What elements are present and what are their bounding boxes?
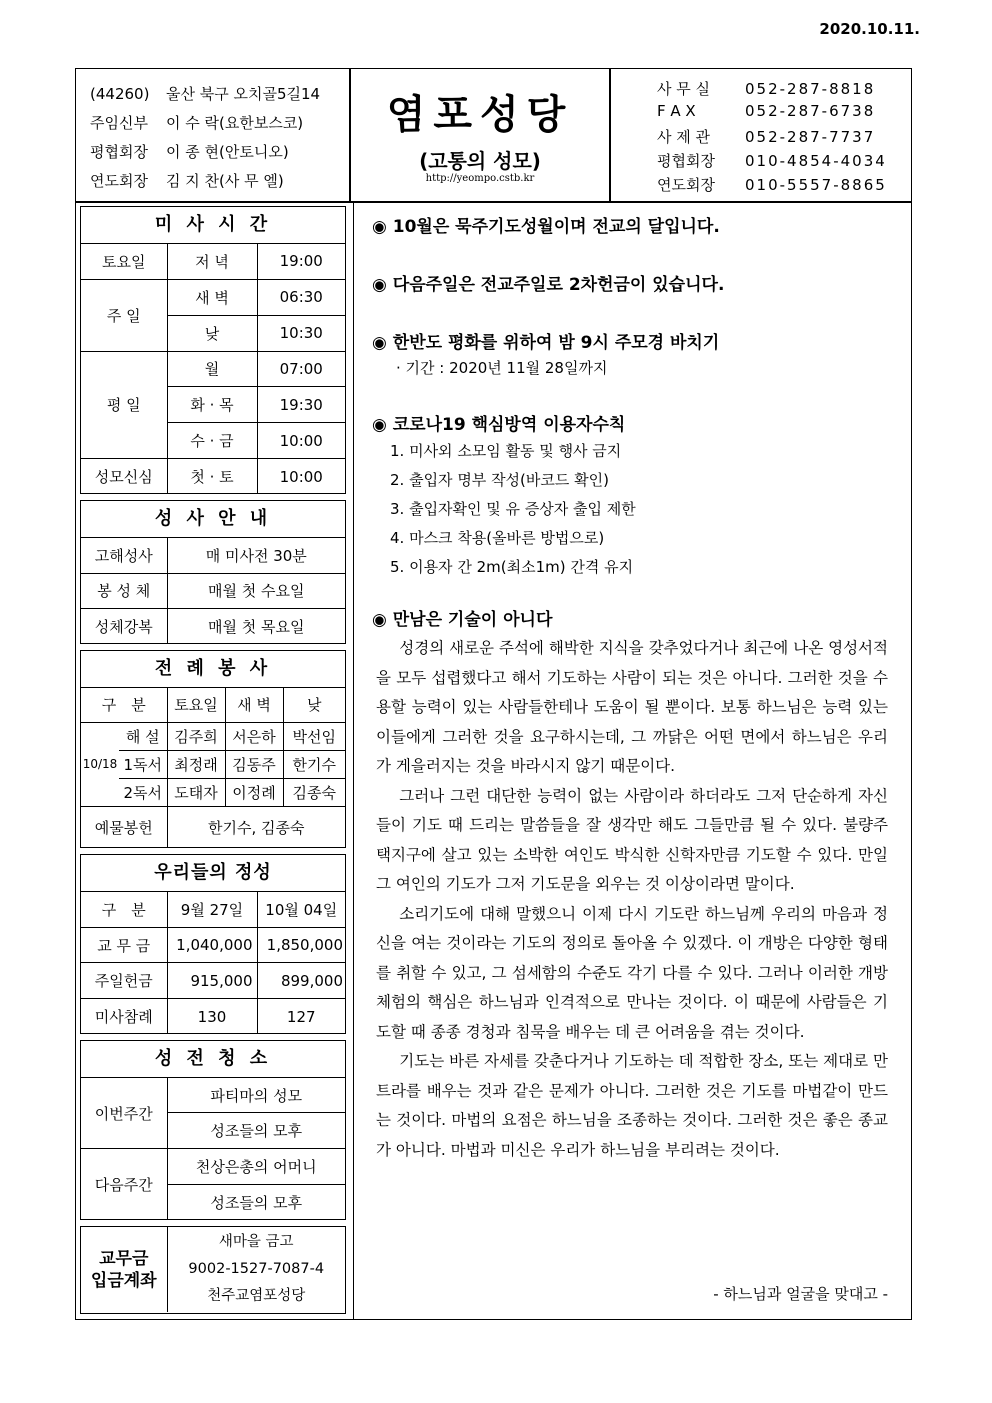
article-body (376, 634, 888, 1165)
contact-row (657, 78, 875, 99)
church-title-box (350, 68, 610, 202)
offering-label: 예물봉헌 (81, 806, 167, 848)
issue-date: 2020.10.11. (819, 20, 920, 38)
contact-label: 연도회장 (657, 176, 715, 194)
finance-value: 1,040,000 (167, 927, 257, 963)
notice-rosary (372, 212, 720, 237)
mass-times-section (80, 206, 346, 494)
liturgy-title: 전 례 봉 사 (81, 651, 345, 688)
notice-peace-prayer (372, 328, 719, 353)
finance-value: 127 (257, 999, 345, 1034)
cleaning-group: 파티마의 성모 (167, 1078, 345, 1113)
yeondo-label: 연도회장 (90, 172, 148, 190)
sacrament-label: 고해성사 (81, 538, 167, 573)
contact-label: F A X (657, 102, 696, 120)
liturgy-person: 김종숙 (283, 778, 345, 806)
council-row (90, 141, 289, 162)
offering-value: 한기수, 김종숙 (167, 806, 345, 848)
finance-section (80, 854, 346, 1034)
mass-when: 새 벽 (167, 279, 257, 315)
contact-number: 052-287-8818 (745, 80, 876, 98)
yeondo-name: 김 지 찬(사 무 엘) (166, 172, 284, 190)
contact-number: 052-287-7737 (745, 128, 876, 146)
sunday-label: 주 일 (81, 279, 167, 351)
pastor-row (90, 112, 303, 133)
finance-label: 교 무 금 (81, 927, 167, 963)
postal-code: (44260) (90, 85, 150, 103)
bank-name: 새마을 금고 (218, 1234, 294, 1250)
sacrament-table (81, 538, 345, 644)
account-label-line: 입금계좌 (90, 1270, 157, 1291)
article-paragraph: 성경의 새로운 주석에 해박한 지식을 갖추었다거나 최근에 나온 영성서적을 모두 섭렵했다고 해서 기도하는 사람이 되는 것은 아니다. 그러한 것을 수용할 능력이 있는 사람들한테나 도움이 될 뿐이다. 보통 하느님은 능력 있는 이들에게 그러한 것을 요구하시는데, 그 까닭은 어떤 면에서 하느님은 우리가 게을러지는 것을 바라시지 않기 때문이다. (376, 639, 888, 775)
cleaning-title: 성 전 청 소 (81, 1041, 345, 1078)
sacrament-value: 매월 첫 목요일 (167, 609, 345, 644)
mass-when: 첫 · 토 (167, 459, 257, 494)
church-subtitle: (고통의 성모) (419, 149, 541, 173)
notice-mission-sunday (372, 270, 724, 295)
peace-period: · 기간 : 2020년 11월 28일까지 (396, 359, 608, 377)
liturgy-person: 박선임 (283, 722, 345, 750)
council-label: 평협회장 (90, 143, 148, 161)
mass-time: 19:30 (257, 387, 345, 423)
finance-header: 9월 27일 (167, 892, 257, 927)
contact-number: 010-5557-8865 (745, 176, 887, 194)
liturgy-person: 도태자 (167, 778, 225, 806)
address: 울산 북구 오치골5길14 (166, 85, 321, 103)
notice-text: 한반도 평화를 위하여 밤 9시 주모경 바치기 (392, 333, 720, 353)
mass-when: 저 녁 (167, 244, 257, 279)
finance-value: 1,850,000 (257, 927, 345, 963)
council-name: 이 종 현(안토니오) (166, 143, 289, 161)
liturgy-role: 1독서 (119, 750, 167, 778)
covid-item: 1. 미사외 소모임 활동 및 행사 금지 (390, 442, 622, 460)
mass-when: 월 (167, 351, 257, 387)
liturgy-date: 10/18 (81, 722, 119, 806)
liturgy-person: 한기수 (283, 750, 345, 778)
weekday-label: 평 일 (81, 351, 167, 459)
cleaning-table (81, 1078, 345, 1220)
account-table (81, 1227, 345, 1312)
article-paragraph: 기도는 바른 자세를 갖춘다거나 기도하는 데 적합한 장소, 또는 제대로 만트라를 배우는 것과 같은 문제가 아니다. 그러한 것은 기도를 마법같이 만드는 것이다. 마법의 요점은 하느님을 조종하는 것이다. 그러한 것은 좋은 종교가 아니다. 마법과 미신은 우리가 하느님을 부리려는 것이다. (376, 1052, 888, 1159)
contact-label: 평협회장 (657, 152, 715, 170)
liturgy-header: 새 벽 (225, 688, 283, 722)
marian-label: 성모신심 (81, 459, 167, 494)
account-details (167, 1227, 345, 1312)
liturgy-header: 구 분 (81, 688, 167, 722)
bullet-icon: ◉ (372, 217, 387, 237)
covid-item: 2. 출입자 명부 작성(바코드 확인) (390, 471, 609, 489)
pastor-label: 주임신부 (90, 114, 148, 132)
cleaning-group: 천상은총의 어머니 (167, 1149, 345, 1185)
mass-time: 10:00 (257, 423, 345, 459)
contact-row (657, 126, 875, 147)
contact-row (657, 174, 887, 195)
covid-item: 4. 마스크 착용(올바른 방법으로) (390, 529, 605, 547)
header-info-box (75, 68, 350, 202)
covid-item: 3. 출입자확인 및 유 증상자 출입 제한 (390, 500, 636, 518)
notice-text: 10월은 묵주기도성월이며 전교의 달입니다. (392, 217, 720, 237)
mass-when: 낮 (167, 315, 257, 351)
sacrament-value: 매 미사전 30분 (167, 538, 345, 573)
finance-table (81, 892, 345, 1034)
finance-header: 10월 04일 (257, 892, 345, 927)
contact-label: 사 무 실 (657, 80, 711, 98)
sacrament-label: 성체강복 (81, 609, 167, 644)
this-week-label: 이번주간 (81, 1078, 167, 1149)
liturgy-section (80, 650, 346, 848)
mass-time: 07:00 (257, 351, 345, 387)
liturgy-person: 김동주 (225, 750, 283, 778)
cleaning-group: 성조들의 모후 (167, 1113, 345, 1149)
cleaning-group: 성조들의 모후 (167, 1185, 345, 1220)
finance-value: 130 (167, 999, 257, 1034)
account-section (80, 1226, 346, 1314)
liturgy-header: 토요일 (167, 688, 225, 722)
mass-times-title: 미 사 시 간 (81, 207, 345, 244)
liturgy-table (81, 688, 345, 848)
account-number: 9002-1527-7087-4 (188, 1261, 325, 1277)
article-title: ◉ 만남은 기술이 아니다 (372, 610, 553, 630)
church-url[interactable]: http://yeompo.cstb.kr (425, 173, 535, 184)
notice-text: 다음주일은 전교주일로 2차헌금이 있습니다. (392, 275, 725, 295)
mass-times-table (81, 244, 345, 494)
mass-time: 10:00 (257, 459, 345, 494)
sacrament-value: 매월 첫 수요일 (167, 573, 345, 609)
mass-when: 수 · 금 (167, 423, 257, 459)
covid-title: ◉ 코로나19 핵심방역 이용자수칙 (372, 415, 626, 435)
mass-time: 10:30 (257, 315, 345, 351)
sacrament-label: 봉 성 체 (81, 573, 167, 609)
finance-label: 주일헌금 (81, 963, 167, 999)
contact-number: 052-287-6738 (745, 102, 876, 120)
sacrament-title: 성 사 안 내 (81, 501, 345, 538)
account-label-line: 교무금 (99, 1248, 149, 1269)
contact-number: 010-4854-4034 (745, 152, 887, 170)
pastor-name: 이 수 락(요한보스코) (166, 114, 304, 132)
bullet-icon: ◉ (372, 333, 387, 353)
saturday-label: 토요일 (81, 244, 167, 279)
contact-row (657, 150, 887, 171)
mass-time: 19:00 (257, 244, 345, 279)
liturgy-header: 낮 (283, 688, 345, 722)
bullet-icon: ◉ (372, 275, 387, 295)
mass-time: 06:30 (257, 279, 345, 315)
finance-header: 구 분 (81, 892, 167, 927)
contact-label: 사 제 관 (657, 128, 711, 146)
account-holder: 천주교염포성당 (207, 1288, 306, 1304)
contact-row (657, 102, 875, 120)
finance-label: 미사참례 (81, 999, 167, 1034)
next-week-label: 다음주간 (81, 1149, 167, 1220)
article-paragraph: 소리기도에 대해 말했으니 이제 다시 기도란 하느님께 우리의 마음과 정신을 여는 것이라는 기도의 정의로 돌아올 수 있겠다. 이 개방은 다양한 형태를 취할 수 있고, 그 섬세함의 수준도 각기 다를 수 있다. 그러나 이러한 개방 체험의 핵심은 하느님과 인격적으로 만나는 것이다. 이 때문에 사람들은 기도할 때 종종 경청과 침묵을 배우는 데 큰 어려움을 겪는 것이다. (376, 904, 888, 1041)
finance-value: 915,000 (167, 963, 257, 999)
yeondo-row (90, 170, 284, 191)
contact-box (610, 68, 912, 202)
article-paragraph: 그러나 그런 대단한 능력이 없는 사람이라 하더라도 그저 단순하게 자신들이 기도 때 드리는 말씀들을 잘 생각만 해도 그들만큼 될 수 있다. 불량주택지구에 살고 있는 소박한 여인도 박식한 신학자만큼 기도할 수 있다. 만일 그 여인의 기도가 그저 기도문을 외우는 것 이상이라면 말이다. (376, 786, 888, 893)
sacrament-section (80, 500, 346, 644)
church-name: 염포성당 (386, 92, 574, 138)
address-row (90, 83, 320, 104)
liturgy-person: 최정래 (167, 750, 225, 778)
article-source: - 하느님과 얼굴을 맞대고 - (713, 1285, 888, 1303)
liturgy-person: 김주희 (167, 722, 225, 750)
liturgy-person: 서은하 (225, 722, 283, 750)
liturgy-role: 2독서 (119, 778, 167, 806)
finance-value: 899,000 (257, 963, 345, 999)
liturgy-person: 이정례 (225, 778, 283, 806)
mass-when: 화 · 목 (167, 387, 257, 423)
account-label (81, 1227, 167, 1312)
cleaning-section (80, 1040, 346, 1220)
finance-title: 우리들의 정성 (81, 855, 345, 892)
covid-item: 5. 이용자 간 2m(최소1m) 간격 유지 (390, 558, 634, 576)
liturgy-role: 해 설 (119, 722, 167, 750)
